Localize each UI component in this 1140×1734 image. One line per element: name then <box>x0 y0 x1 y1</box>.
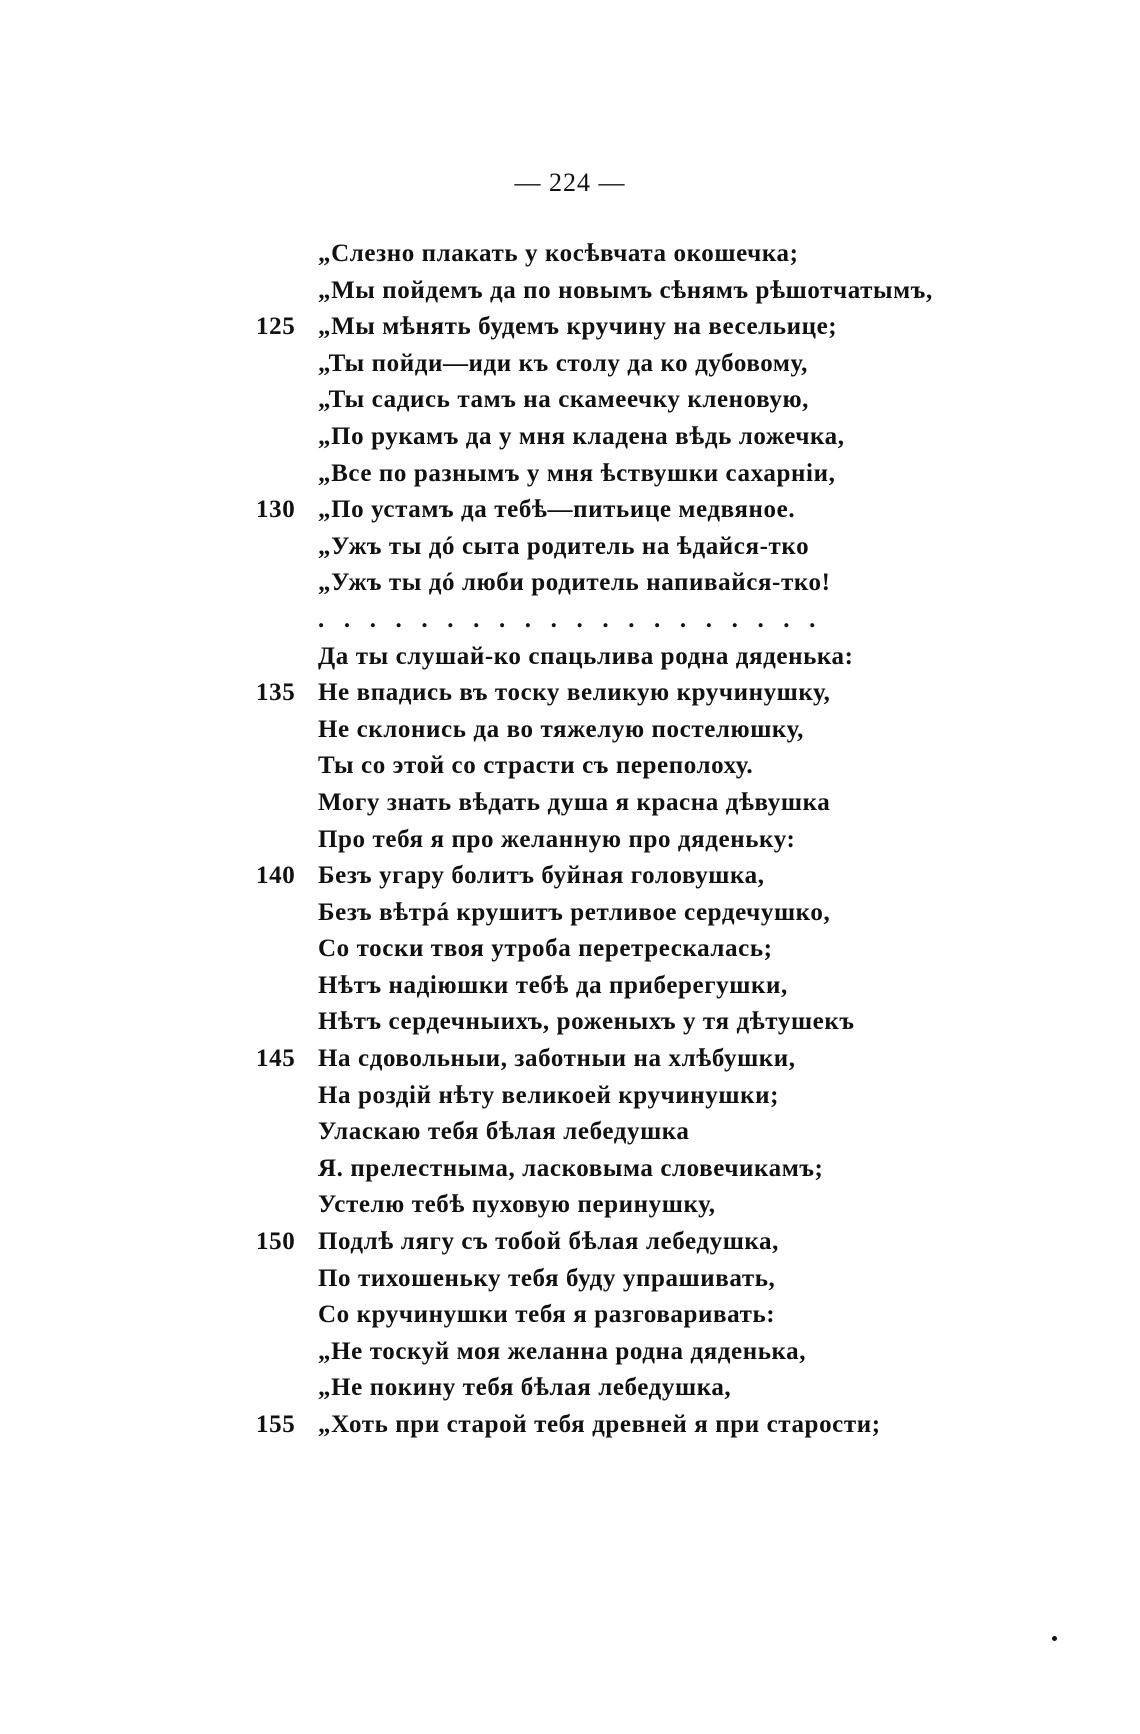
verse-line <box>0 931 1140 968</box>
verse-line <box>0 785 1140 822</box>
verse-text: Я. прелестныма, ласковыма словечикамъ; <box>318 1154 824 1182</box>
verse-text: Не впадись въ тоску великую кручинушку, <box>318 679 831 707</box>
line-number: 145 <box>256 1045 296 1073</box>
verse-text: „Мы пойдемъ да по новымъ сѣнямъ рѣшотчатымъ, <box>318 276 933 304</box>
verse-line <box>0 273 1140 310</box>
verse-text: На сдовольныи, заботныи на хлѣбушки, <box>318 1045 796 1073</box>
verse-line <box>0 675 1140 712</box>
verse-line <box>0 1224 1140 1261</box>
verse-line <box>0 712 1140 749</box>
verse-text: Со тоски твоя утроба перетрескалась; <box>318 935 773 963</box>
verse-text: Безъ вѣтрá крушитъ ретливое сердечушко, <box>318 898 831 926</box>
verse-text: „Ты садись тамъ на скамеечку кленовую, <box>318 386 810 414</box>
verse-line <box>0 1114 1140 1151</box>
verse-line <box>0 236 1140 273</box>
verse-text: „Все по разнымъ у мня ѣствушки сахарніи, <box>318 459 836 487</box>
verse-text: Безъ угару болитъ буйная головушка, <box>318 862 765 890</box>
verse-line <box>0 1407 1140 1444</box>
verse-line <box>0 1261 1140 1298</box>
verse-line <box>0 822 1140 859</box>
verse-line <box>0 346 1140 383</box>
verse-text: „По устамъ да тебѣ—питьице медвяное. <box>318 496 796 524</box>
verse-text: „Ужъ ты дó люби родитель напивайся-тко! <box>318 569 831 597</box>
verse-line <box>0 1370 1140 1407</box>
verse-text: Нѣтъ надіюшки тебѣ да приберегушки, <box>318 971 788 999</box>
verse-line <box>0 639 1140 676</box>
verse-line <box>0 1334 1140 1371</box>
line-number: 140 <box>256 862 296 890</box>
verse-line <box>0 1078 1140 1115</box>
line-number: 125 <box>256 313 296 341</box>
verse-line <box>0 748 1140 785</box>
verse-text: „Хоть при старой тебя древней я при старости; <box>318 1411 881 1438</box>
verse-text: На роздій нѣту великоей кручинушки; <box>318 1081 780 1109</box>
verse-text: Про тебя я про желанную про дяденьку: <box>318 825 796 853</box>
verse-text: Устелю тебѣ пуховую перинушку, <box>318 1191 716 1219</box>
verse-text: „Мы мѣнять будемъ кручину на весельице; <box>318 313 838 341</box>
verse-line <box>0 492 1140 529</box>
verse-line <box>0 1297 1140 1334</box>
verse-text: „Слезно плакать у косѣвчата окошечка; <box>318 240 799 267</box>
verse-text: Не склонись да во тяжелую постелюшку, <box>318 715 805 743</box>
poem-text <box>0 236 1140 1444</box>
verse-text: Со кручинушки тебя я разговаривать: <box>318 1301 776 1329</box>
verse-text: Да ты слушай-ко спацьлива родна дяденька: <box>318 642 854 670</box>
verse-text: „Не покину тебя бѣлая лебедушка, <box>318 1374 732 1402</box>
line-number: 135 <box>256 679 296 707</box>
page-number: — 224 — <box>514 168 626 197</box>
verse-line <box>0 1187 1140 1224</box>
line-number: 150 <box>256 1228 296 1256</box>
verse-line <box>0 419 1140 456</box>
line-number: 155 <box>256 1411 296 1438</box>
verse-line <box>0 858 1140 895</box>
verse-text: Ты со этой со страсти съ переполоху. <box>318 752 754 780</box>
ellipsis-divider <box>0 602 1140 639</box>
verse-line <box>0 1151 1140 1188</box>
ink-speck <box>1052 1636 1057 1641</box>
verse-line <box>0 456 1140 493</box>
verse-line <box>0 1004 1140 1041</box>
verse-line <box>0 382 1140 419</box>
verse-line <box>0 565 1140 602</box>
verse-line <box>0 1041 1140 1078</box>
verse-line <box>0 895 1140 932</box>
verse-line <box>0 529 1140 566</box>
line-number: 130 <box>256 496 296 524</box>
verse-text: Нѣтъ сердечныихъ, роженыхъ у тя дѣтушекъ <box>318 1008 855 1036</box>
verse-text: По тихошеньку тебя буду упрашивать, <box>318 1264 776 1292</box>
verse-text: „Ты пойди—иди къ столу да ко дубовому, <box>318 349 808 377</box>
verse-text: „По рукамъ да у мня кладена вѣдь ложечка, <box>318 422 845 450</box>
verse-line <box>0 309 1140 346</box>
verse-text: „Ужъ ты дó сыта родитель на ѣдайся-тко <box>318 532 810 560</box>
verse-text: Уласкаю тебя бѣлая лебедушка <box>318 1118 690 1146</box>
verse-text: Подлѣ лягу съ тобой бѣлая лебедушка, <box>318 1228 779 1256</box>
verse-line <box>0 968 1140 1005</box>
verse-text: „Не тоскуй моя желанна родна дяденька, <box>318 1337 807 1365</box>
verse-text: Могу знать вѣдать душа я красна дѣвушка <box>318 788 831 816</box>
verse-text: .................... <box>318 605 835 633</box>
